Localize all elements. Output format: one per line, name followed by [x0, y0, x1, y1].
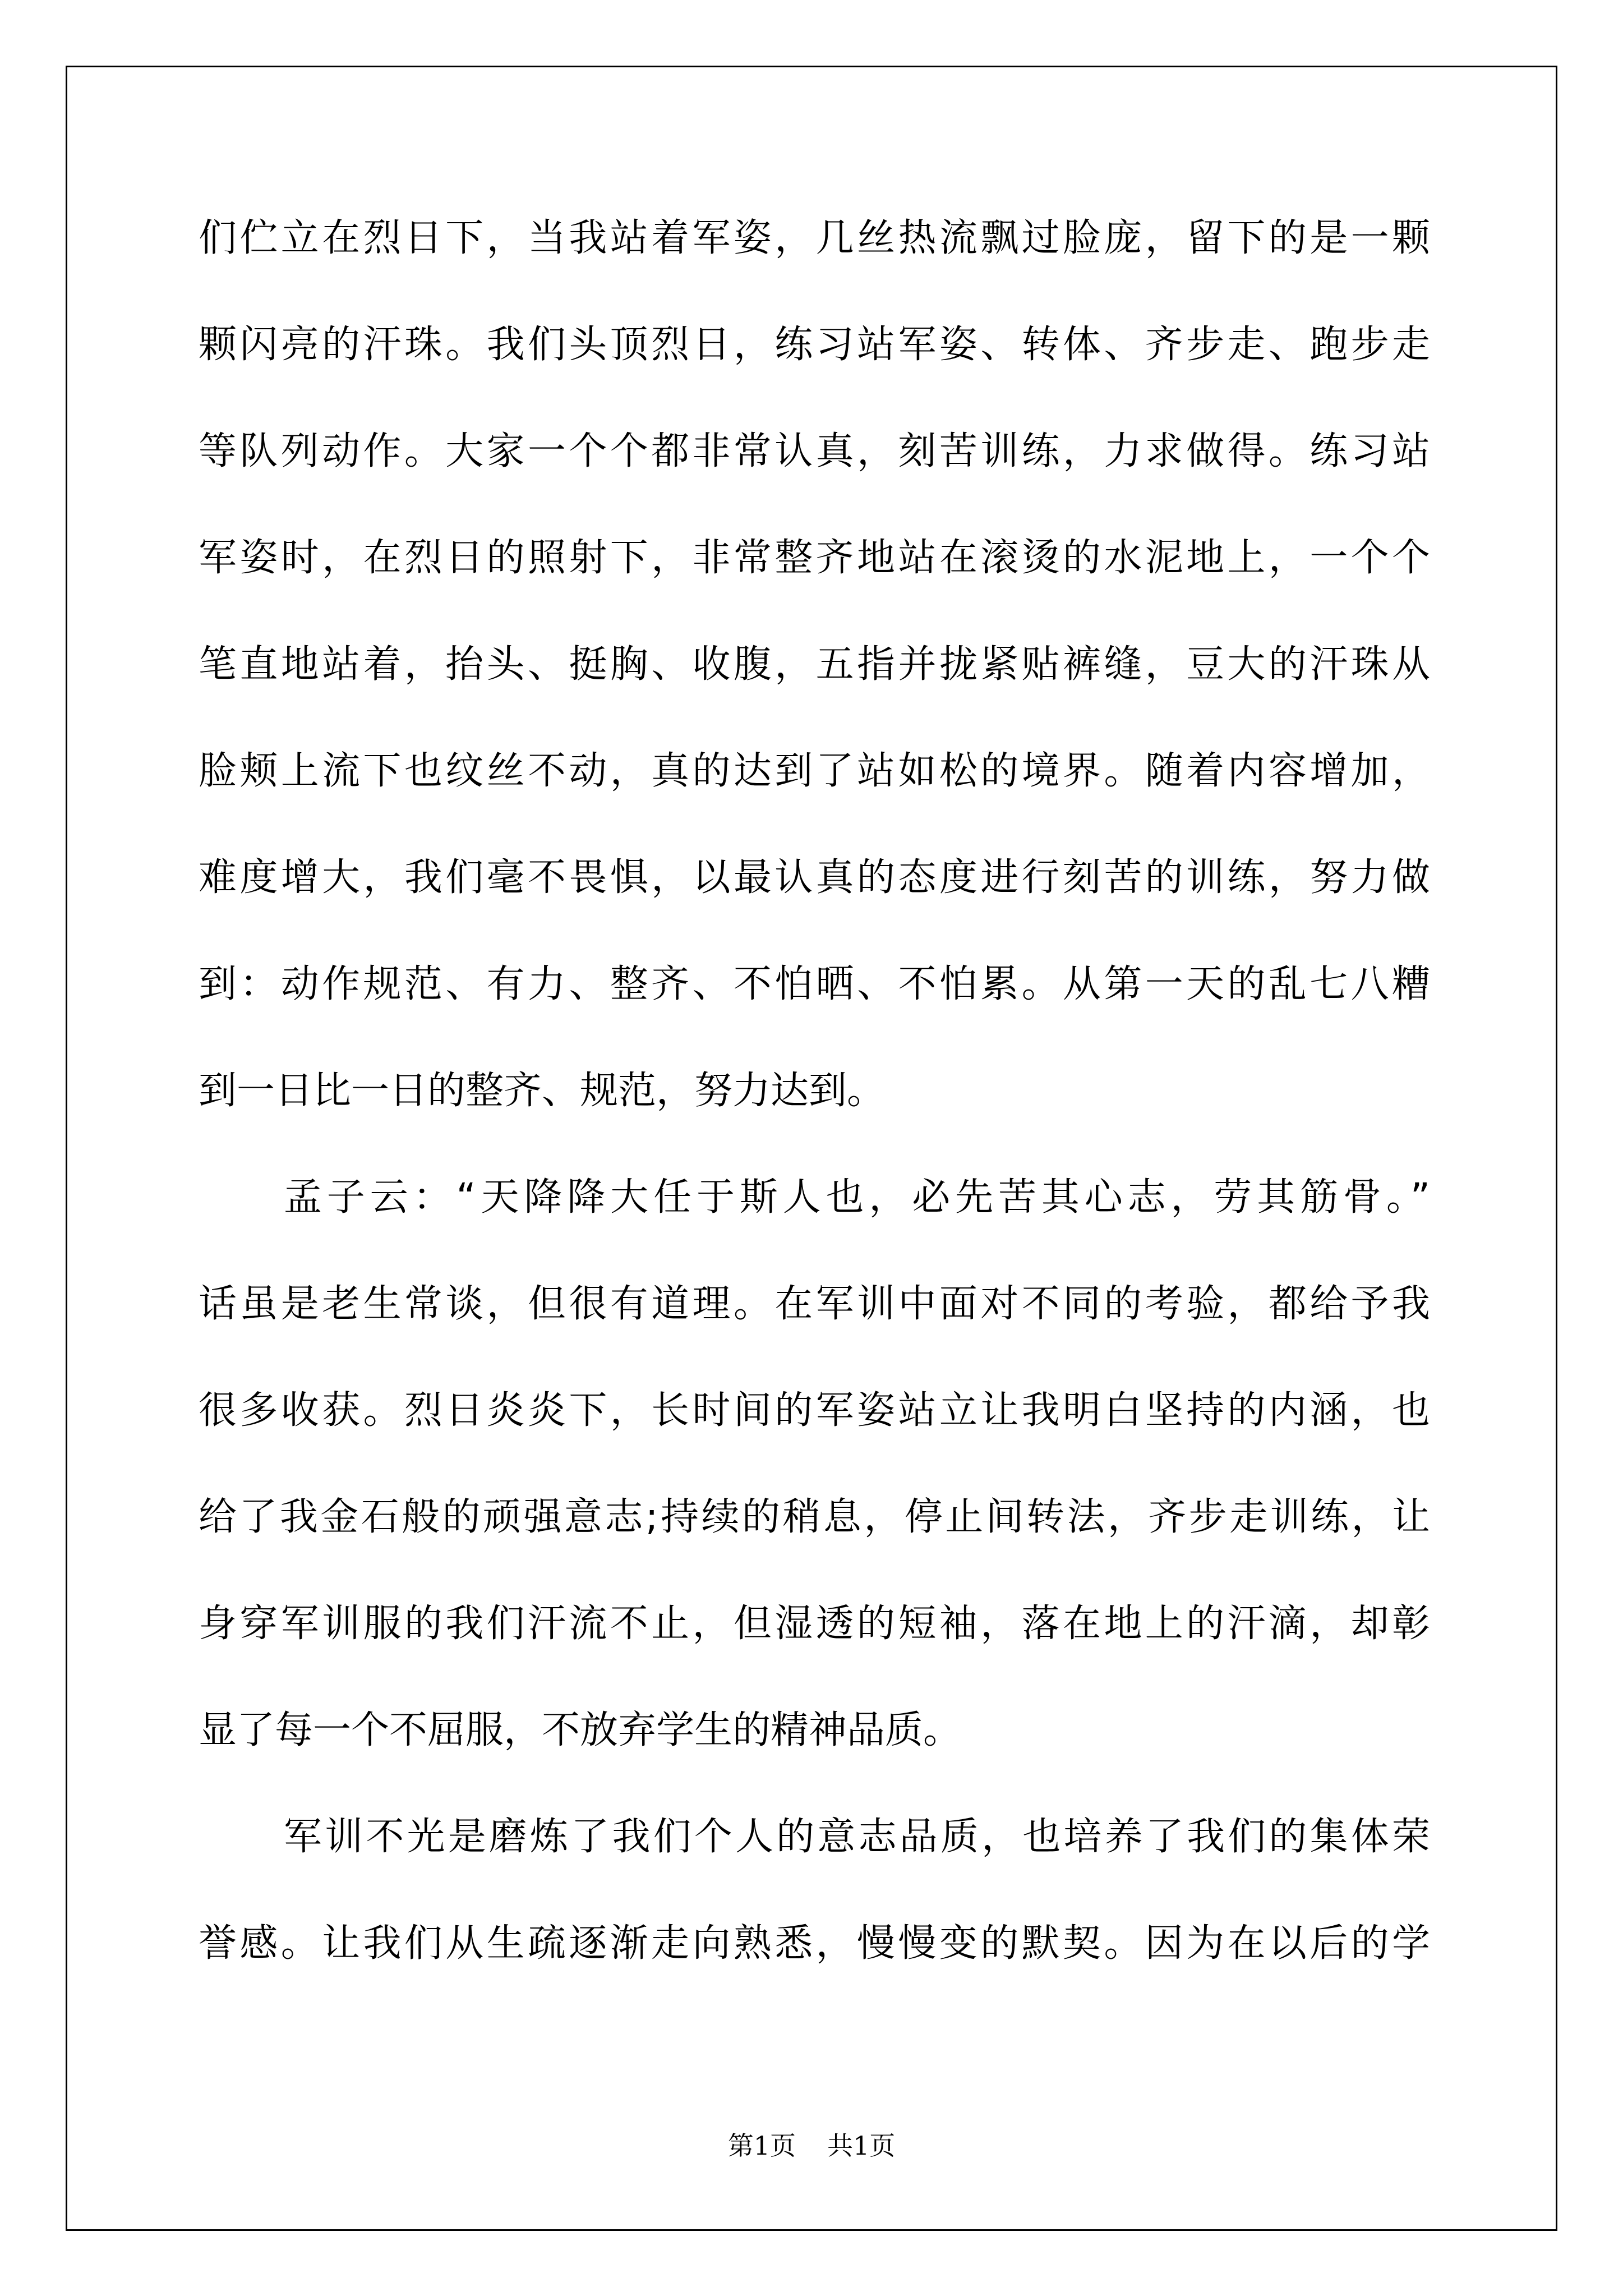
text-line: 很多收获。烈日炎炎下，长时间的军姿站立让我明白坚持的内涵，也: [199, 1388, 1430, 1433]
text-line: 身穿军训服的我们汗流不止，但湿透的短袖，落在地上的汗滴，却彰: [199, 1602, 1430, 1646]
text-line: 军姿时，在烈日的照射下，非常整齐地站在滚烫的水泥地上，一个个: [199, 536, 1430, 580]
page-total: 共1页: [827, 2131, 896, 2161]
page-footer: [0, 2129, 1623, 2162]
text-line: 等队列动作。大家一个个都非常认真，刻苦训练，力求做得。练习站: [199, 429, 1430, 473]
text-line: 难度增大，我们毫不畏惧，以最认真的态度进行刻苦的训练，努力做: [199, 855, 1430, 900]
text-line: 誉感。让我们从生疏逐渐走向熟悉，慢慢变的默契。因为在以后的学: [199, 1921, 1430, 1966]
text-line: 到一日比一日的整齐、规范，努力达到。: [199, 1069, 886, 1113]
text-line: 军训不光是磨炼了我们个人的意志品质，也培养了我们的集体荣: [284, 1815, 1430, 1859]
text-line: 给了我金石般的顽强意志;持续的稍息，停止间转法，齐步走训练，让: [199, 1495, 1430, 1539]
text-line: 们伫立在烈日下，当我站着军姿，几丝热流飘过脸庞，留下的是一颗: [199, 216, 1430, 260]
text-line: 脸颊上流下也纹丝不动，真的达到了站如松的境界。随着内容增加，: [199, 749, 1430, 793]
page-number: 第1页: [727, 2131, 796, 2161]
page-border: [66, 66, 1557, 2231]
text-line: 话虽是老生常谈，但很有道理。在军训中面对不同的考验，都给予我: [199, 1282, 1430, 1326]
text-line: 到：动作规范、有力、整齐、不怕晒、不怕累。从第一天的乱七八糟: [199, 962, 1430, 1006]
text-line: 孟子云：“天降降大任于斯人也，必先苦其心志，劳其筋骨。”: [284, 1175, 1430, 1220]
text-line: 笔直地站着，抬头、挺胸、收腹，五指并拢紧贴裤缝，豆大的汗珠从: [199, 642, 1430, 687]
text-line: 颗闪亮的汗珠。我们头顶烈日，练习站军姿、转体、齐步走、跑步走: [199, 323, 1430, 367]
text-line: 显了每一个不屈服，不放弃学生的精神品质。: [199, 1708, 962, 1752]
